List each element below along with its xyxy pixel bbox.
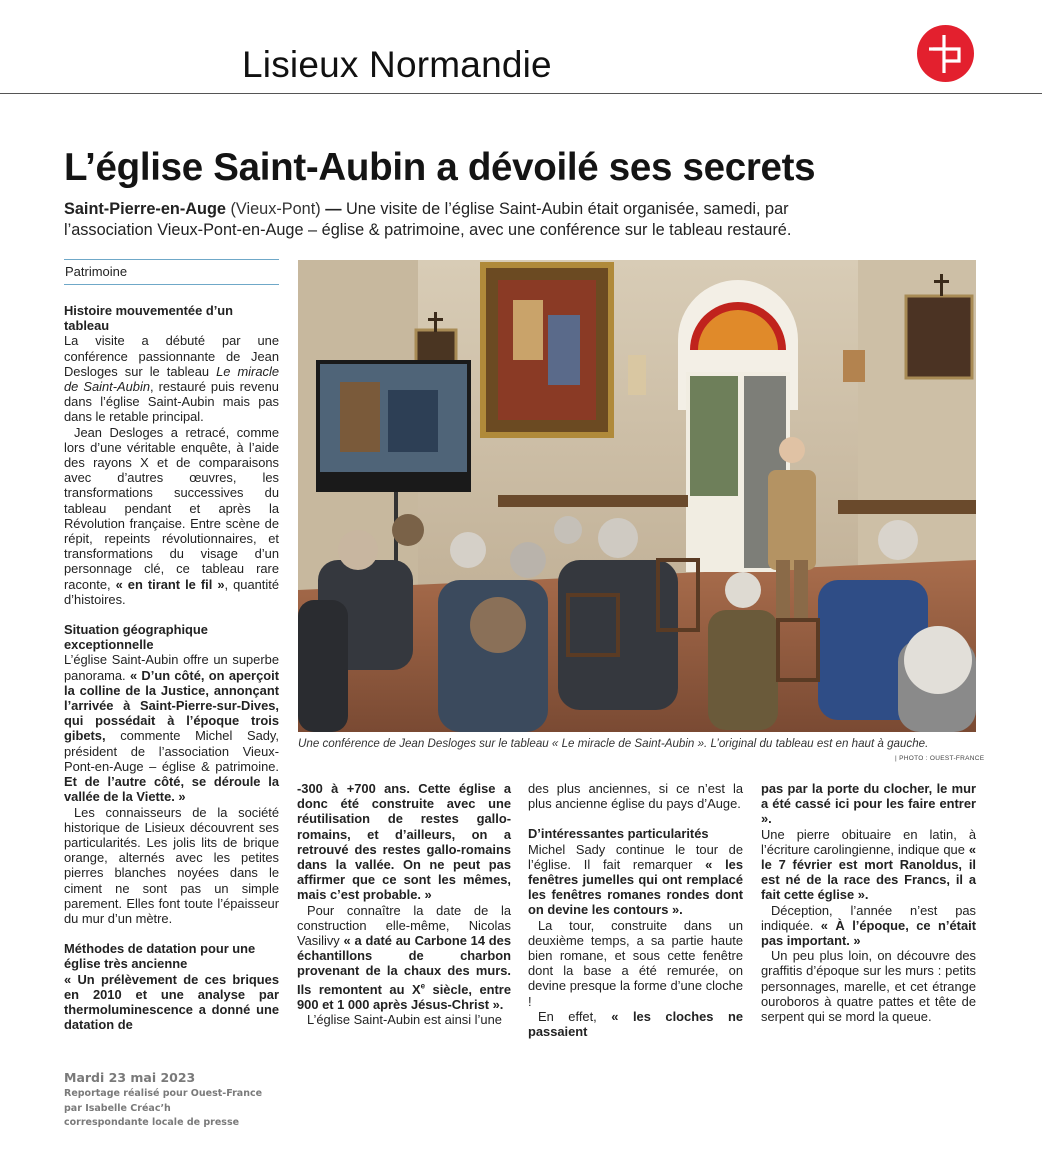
footer-line: par Isabelle Créac’h xyxy=(64,1102,171,1114)
paragraph: La tour, construite dans un deuxième temps, a sa partie haute bien romane, et sous cette fenêtre dont la base a été remurée, on devine presque la forme d’une cloche ! xyxy=(528,917,743,1009)
paragraph: Michel Sady continue le tour de l’église. Il fait remarquer « les fenêtres jumelles qui ont remplacé les fenêtres romanes rondes dont on devine les contours ». xyxy=(528,841,744,918)
column-3 xyxy=(528,781,743,1039)
ouest-france-logo-icon xyxy=(917,25,974,82)
lead-place: Saint-Pierre-en-Auge xyxy=(64,200,226,218)
publication-date: Mardi 23 mai 2023 xyxy=(64,1070,196,1085)
lead-place-detail: (Vieux-Pont) xyxy=(230,200,321,218)
paragraph: -300 à +700 ans. Cette église a donc été construite avec une réutilisation de restes gallo-romains, et d’ailleurs, on a retrouvé des restes gallo-romains dans la vallée. On ne peut pas affirmer que ce sont les mêmes, mais c’est probable. » xyxy=(297,781,511,903)
subhead-dating: Méthodes de datation pour une église très ancienne xyxy=(64,941,256,972)
paragraph: La visite a débuté par une conférence passionnante de Jean Desloges sur le tableau Le miracle de Saint-Aubin, restauré puis revenu dans l’église Saint-Aubin mais pas dans le retable principal. xyxy=(64,333,279,425)
photo-credit: | PHOTO : OUEST-FRANCE xyxy=(895,755,985,762)
column-1 xyxy=(64,303,279,1032)
subhead-history: Histoire mouvementée d’un tableau xyxy=(64,303,234,334)
section-rubric: Patrimoine xyxy=(64,259,279,285)
publication-footer xyxy=(64,1070,262,1131)
paragraph: Une pierre obituaire en latin, à l’écriture carolingienne, indique que « le 7 février est mort Ranoldus, il est né de la race des Francs, il a fait cette église ». xyxy=(761,826,976,903)
column-2 xyxy=(297,781,511,1028)
paragraph: Les connaisseurs de la société historique de Lisieux découvrent ses particularités. Les jolis lits de brique orange, alternés avec les petites pierres blanches noyées dans le ciment ne sont pas un simple parement. Elles font toute l’épaisseur du mur d’un mètre. xyxy=(64,804,279,926)
paragraph: Déception, l’année n’est pas indiquée. « À l’époque, ce n’était pas important. » xyxy=(761,902,977,949)
lead-text: Une visite de l’église Saint-Aubin était organisée, samedi, par l’association Vieux-Pont-en-Auge – église & patrimoine, avec une conférence sur le tableau restauré. xyxy=(64,200,792,239)
subhead-geography: Situation géographique exceptionnelle xyxy=(64,622,208,653)
column-4 xyxy=(761,781,976,1024)
paragraph: Un peu plus loin, on découvre des graffitis d’époque sur les murs : petits personnages, marelle, et cet étrange ouroboros à quatre pattes et tête de serpent qui se mord la queue. xyxy=(761,948,976,1025)
church-conference-photo xyxy=(298,260,976,732)
paragraph: Pour connaître la date de la construction elle-même, Nicolas Vasilivy « a daté au Carbone 14 des échantillons de charbon provenant de la chaux des murs. Ils remontent au Xe siècle, entre 900 et 1 000 après Jésus-Christ ». xyxy=(297,902,511,1013)
footer-line: Reportage réalisé pour Ouest-France xyxy=(64,1088,263,1099)
lead-dash: — xyxy=(325,200,342,218)
article-headline: L’église Saint-Aubin a dévoilé ses secrets xyxy=(64,146,816,189)
paragraph: pas par la porte du clocher, le mur a été cassé ici pour les faire entrer ». xyxy=(761,781,976,827)
subhead-particularities: D’intéressantes particularités xyxy=(528,826,709,842)
article-photo xyxy=(298,260,976,732)
paragraph: L’église Saint-Aubin offre un superbe panorama. « D’un côté, on aperçoit la colline de la Justice, annonçant l’arrivée à Saint-Pierre-sur-Dives, qui possédait à l’époque trois gibets, commente Michel Sady, président de l’association Vieux-Pont-en-Auge – église & patrimoine. Et de l’autre côté, se déroule la vallée de la Viette. » xyxy=(64,652,279,805)
paragraph: « Un prélèvement de ces briques en 2010 et une analyse par thermoluminescence a donné une datation de xyxy=(64,971,279,1033)
photo-caption: Une conférence de Jean Desloges sur le tableau « Le miracle de Saint-Aubin ». L’original du tableau est en haut à gauche. xyxy=(298,737,929,750)
page-header xyxy=(0,0,1042,94)
edition-title: Lisieux Normandie xyxy=(242,44,552,85)
paragraph: des plus anciennes, si ce n’est la plus ancienne église du pays d’Auge. xyxy=(528,781,743,812)
paragraph: En effet, « les cloches ne passaient xyxy=(528,1008,743,1040)
footer-line: correspondante locale de presse xyxy=(64,1117,240,1128)
paragraph: Jean Desloges a retracé, comme lors d’une véritable enquête, à l’aide des rayons X et de comparaisons avec d’autres œuvres, les transformations successives du tableau pendant et après la Révolution française. Entre scène de répit, repeints révolutionnaires, et transformations du visage d’un personnage clé, ce tableau rare raconte, « en tirant le fil », quantité d’histoires. xyxy=(64,424,279,607)
paragraph: L’église Saint-Aubin est ainsi l’une xyxy=(307,1012,502,1028)
article-lead xyxy=(64,199,864,241)
